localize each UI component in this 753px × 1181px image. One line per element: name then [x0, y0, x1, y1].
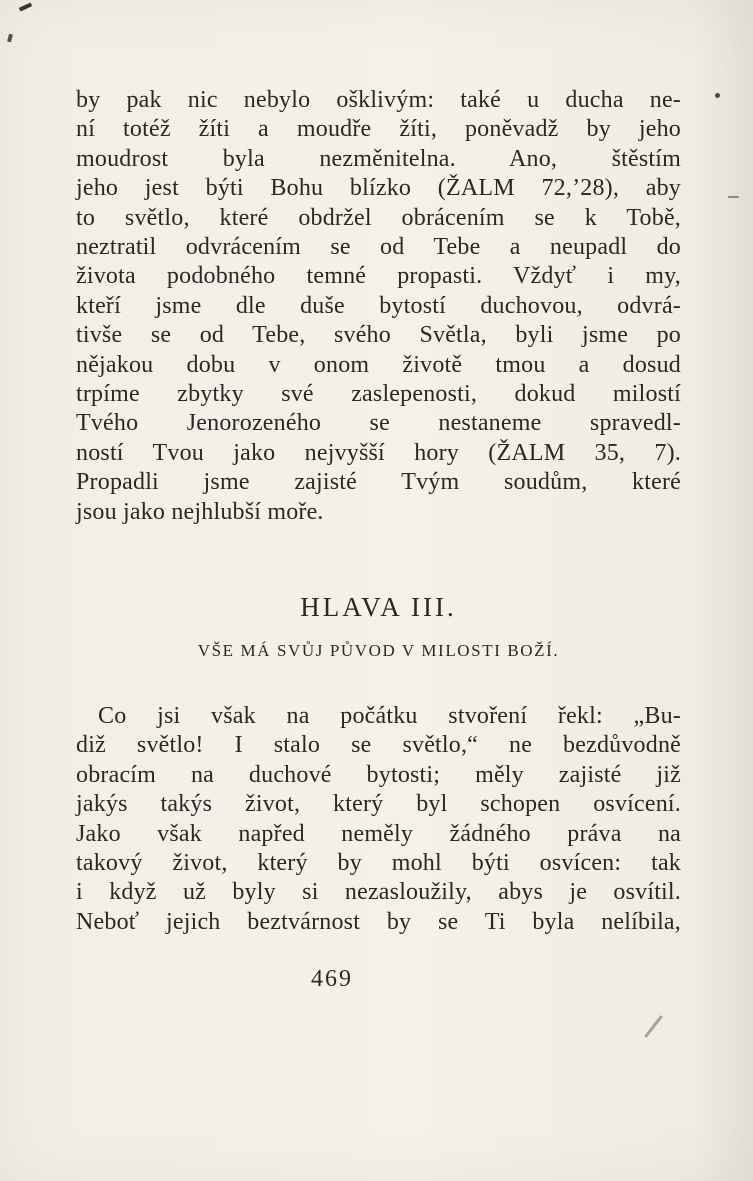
- paragraph-body: [76, 702, 681, 937]
- scan-artifact: [7, 34, 13, 43]
- scan-artifact: [728, 196, 739, 198]
- text-line: ností Tvou jako nejvyšší hory (ŽALM 35, 7).: [76, 439, 681, 466]
- text-line: to světlo, které obdržel obrácením se k Tobě,: [76, 204, 681, 231]
- text-line: nějakou dobu v onom životě tmou a dosud: [76, 351, 681, 378]
- text-line: života podobného temné propasti. Vždyť i my,: [76, 263, 681, 290]
- text-line: i když už byly si nezasloužily, abys je osvítil.: [76, 879, 681, 906]
- text-line: by pak nic nebylo ošklivým: také u ducha ne-: [76, 87, 681, 113]
- scan-artifact: [19, 2, 32, 11]
- text-line: obracím na duchové bytosti; měly zajisté již: [76, 761, 681, 788]
- text-line: Jako však napřed neměly žádného práva na: [76, 820, 681, 847]
- text-line: kteří jsme dle duše bytostí duchovou, odvrá-: [76, 292, 681, 319]
- paragraph-continued: [76, 86, 681, 527]
- text-line: neztratil odvrácením se od Tebe a neupadl do: [76, 234, 681, 261]
- text-line: diž světlo! I stalo se světlo,“ ne bezdůvodně: [76, 732, 681, 759]
- text-line: jeho jest býti Bohu blízko (ŽALM 72,’28), aby: [76, 175, 681, 202]
- text-line: trpíme zbytky své zaslepenosti, dokud milostí: [76, 381, 681, 408]
- text-line: takový život, který by mohl býti osvícen: tak: [76, 850, 681, 877]
- scan-artifact: [715, 93, 720, 98]
- text-line: jsou jako nejhlubší moře.: [76, 498, 324, 525]
- text-line: Co jsi však na počátku stvoření řekl: „Bu-: [98, 703, 681, 729]
- chapter-heading: HLAVA III.: [300, 592, 457, 622]
- text-line: Neboť jejich beztvárnost by se Ti byla nelíbila,: [76, 908, 681, 935]
- text-line: moudrost byla nezměnitelna. Ano, štěstím: [76, 145, 681, 172]
- chapter-subtitle: VŠE MÁ SVŮJ PŮVOD V MILOSTI BOŽÍ.: [197, 641, 560, 660]
- text-line: ní totéž žíti a moudře žíti, poněvadž by jeho: [76, 116, 681, 143]
- page-number: 469: [311, 966, 353, 992]
- text-line: Tvého Jenorozeného se nestaneme spravedl-: [76, 410, 681, 437]
- text-line: tivše se od Tebe, svého Světla, byli jsme po: [76, 322, 681, 349]
- text-line: Propadli jsme zajisté Tvým soudům, které: [76, 469, 681, 496]
- scan-artifact: [644, 1015, 663, 1038]
- text-line: jakýs takýs život, který byl schopen osvícení.: [76, 791, 681, 818]
